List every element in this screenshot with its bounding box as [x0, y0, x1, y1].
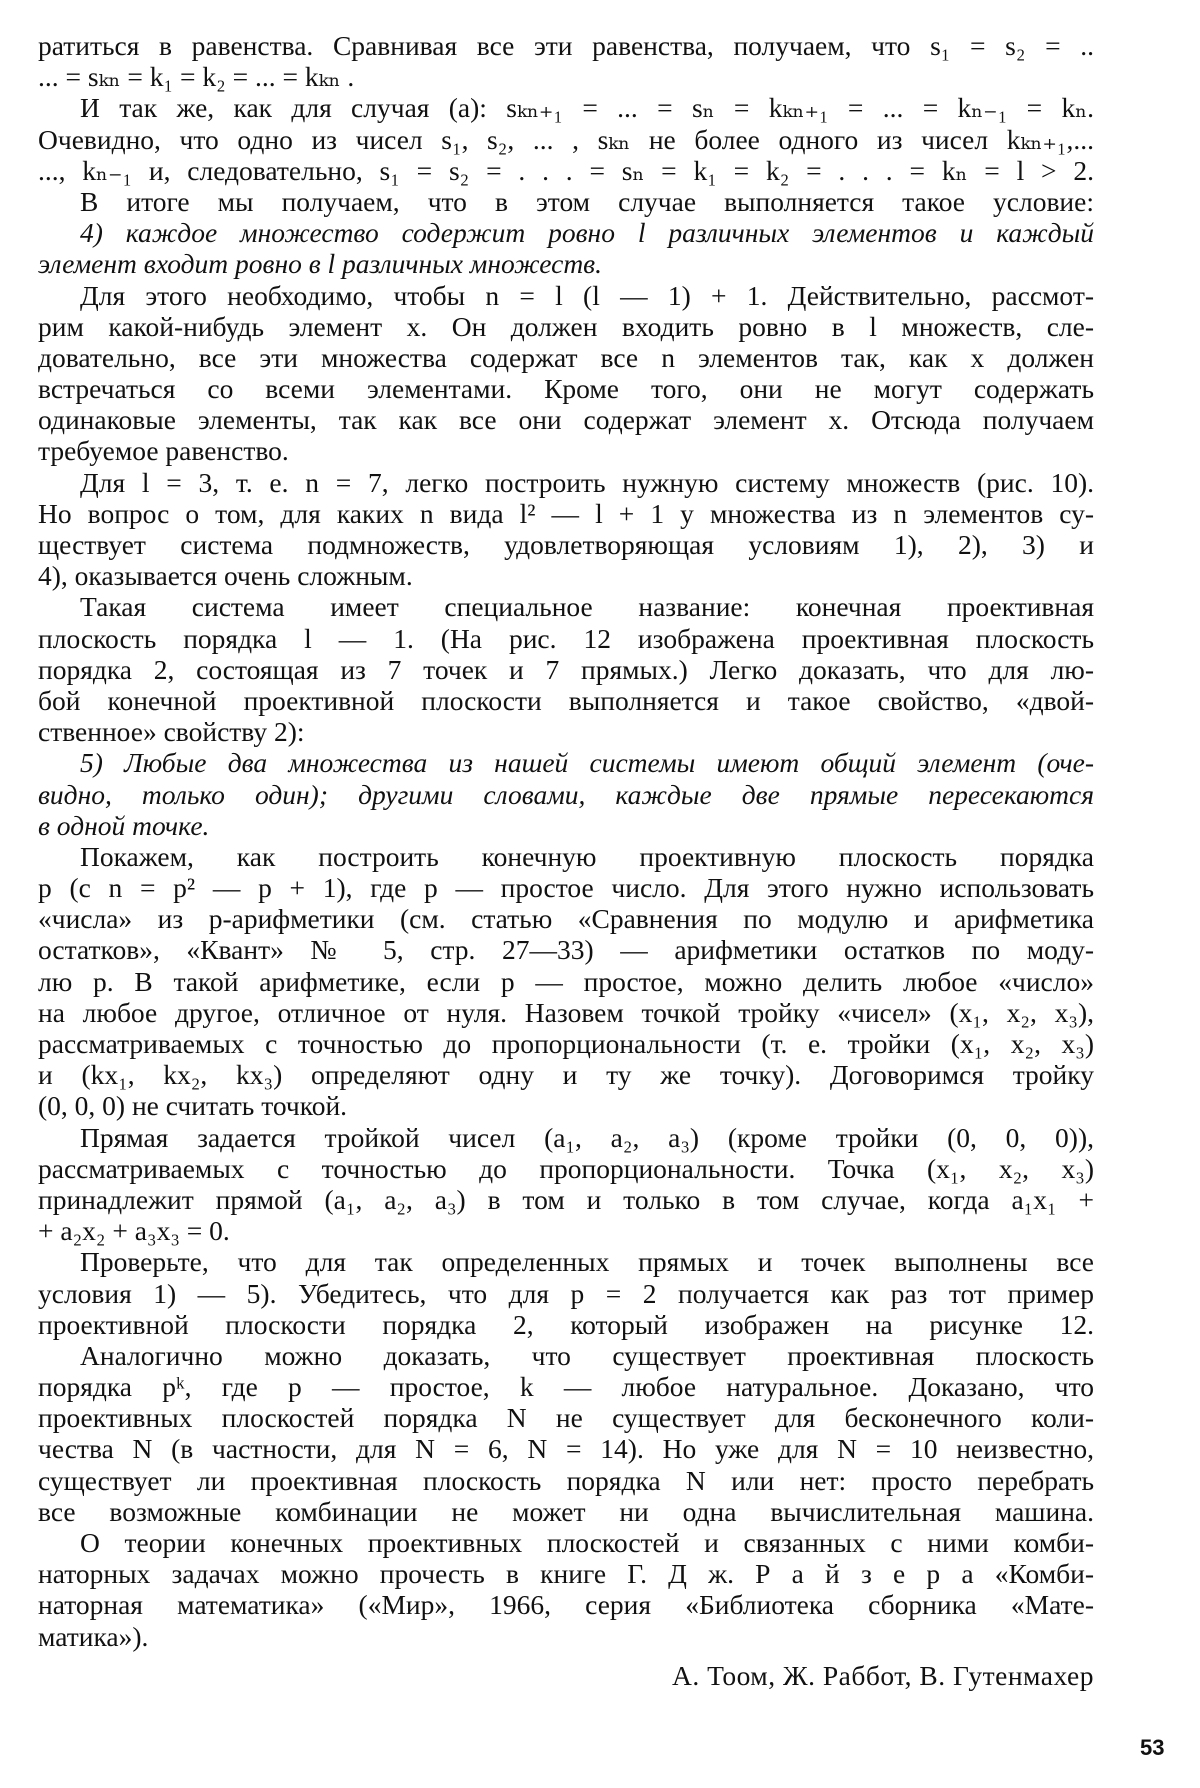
text-line: одинаковые элементы, так как все они содержат элемент x. Отсюда получаем — [38, 404, 1094, 436]
text-line: довательно, все эти множества содержат все n элементов так, как x должен — [38, 341, 1094, 373]
text-line: Покажем, как построить конечную проективную плоскость порядка — [80, 840, 1094, 872]
text-line: лю p. В такой арифметике, если p — простое, можно делить любое «число» — [38, 965, 1094, 997]
text-line: + a₂x₂ + a₃x₃ = 0. — [38, 1215, 230, 1247]
text-line: Очевидно, что одно из чисел s₁, s₂, ... , sₖₙ не более одного из чисел kₖₙ₊₁,... — [38, 123, 1094, 155]
text-line: «числа» из p-арифметики (см. статью «Сравнения по модулю и арифметика — [38, 903, 1094, 935]
text-line: Прямая задается тройкой чисел (a₁, a₂, a₃) (кроме тройки (0, 0, 0)), — [80, 1121, 1094, 1153]
text-line: О теории конечных проективных плоскостей и связанных с ними комби- — [80, 1527, 1094, 1558]
text-line: Но вопрос о том, для каких n вида l² — l + 1 у множества из n элементов су- — [38, 497, 1094, 529]
text-line: порядка pᵏ, где p — простое, k — любое натуральное. Доказано, что — [38, 1371, 1094, 1403]
text-line: Аналогично можно доказать, что существует проективная плоскость — [80, 1339, 1094, 1371]
text-line: чества N (в частности, для N = 6, N = 14). Но уже для N = 10 неизвестно, — [38, 1433, 1094, 1465]
text-line: на любое другое, отличное от нуля. Назовем точкой тройку «чисел» (x₁, x₂, x₃), — [38, 996, 1094, 1028]
text-line: матика»). — [38, 1620, 149, 1652]
text-line: В итоге мы получаем, что в этом случае выполняется такое условие: — [80, 185, 1094, 217]
text-line: Проверьте, что для так определенных прямых и точек выполнены все — [80, 1246, 1094, 1278]
text-line: остатков», «Квант» № 5, стр. 27—33) — арифметики остатков по моду- — [38, 934, 1094, 966]
text-line: 5) Любые два множества из нашей системы имеют общий элемент (оче- — [80, 747, 1094, 779]
text-line: рим какой-нибудь элемент x. Он должен входить ровно в l множеств, сле- — [38, 310, 1094, 342]
text-line: наторных задачах можно прочесть в книге Г. Д ж. Р а й з е р а «Комби- — [38, 1558, 1094, 1590]
text-line: ществует система подмножеств, удовлетворяющая условиям 1), 2), 3) и — [38, 529, 1094, 560]
text-line: проективной плоскости порядка 2, который изображен на рисунке 12. — [38, 1308, 1094, 1340]
text-line: и (kx₁, kx₂, kx₃) определяют одну и ту же точку). Договоримся тройку — [38, 1059, 1094, 1091]
text-line: (0, 0, 0) не считать точкой. — [38, 1090, 348, 1122]
text-line: плоскость порядка l — 1. (На рис. 12 изображена проективная плоскость — [38, 622, 1094, 654]
text-line: все возможные комбинации не может ни одна вычислительная машина. — [38, 1495, 1094, 1527]
text-line: встречаться со всеми элементами. Кроме того, они не могут содержать — [38, 373, 1094, 405]
text-line: 4), оказывается очень сложным. — [38, 560, 413, 592]
text-line: Такая система имеет специальное название: конечная проективная — [80, 591, 1094, 623]
text-line: ..., kₙ₋₁ и, следовательно, s₁ = s₂ = . . . = sₙ = k₁ = k₂ = . . . = kₙ = l > 2. — [38, 154, 1094, 186]
text-line: элемент входит ровно в l различных множеств. — [38, 248, 602, 280]
text-line: существует ли проективная плоскость порядка N или нет: просто перебрать — [38, 1464, 1094, 1496]
text-line: ратиться в равенства. Сравнивая все эти равенства, получаем, что s₁ = s₂ = .. — [38, 30, 1094, 61]
text-line: ственное» свойству 2): — [38, 716, 305, 748]
text-line: Для этого необходимо, чтобы n = l (l — 1) + 1. Действительно, рассмот- — [80, 279, 1094, 311]
text-line: рассматриваемых с точностью до пропорциональности. Точка (x₁, x₂, x₃) — [38, 1152, 1094, 1184]
text-line: в одной точке. — [38, 809, 210, 841]
text-line: наторная математика» («Мир», 1966, серия «Библиотека сборника «Мате- — [38, 1589, 1094, 1621]
text-lines — [38, 30, 1094, 1652]
text-line: 4) каждое множество содержит ровно l различных элементов и каждый — [80, 217, 1094, 249]
page-number: 53 — [1140, 1735, 1165, 1760]
text-line: условия 1) — 5). Убедитесь, что для p = 2 получается как раз тот пример — [38, 1277, 1094, 1309]
text-line: p (с n = p² — p + 1), где p — простое число. Для этого нужно использовать — [38, 872, 1094, 904]
text-line: И так же, как для случая (а): sₖₙ₊₁ = ... = sₙ = kₖₙ₊₁ = ... = kₙ₋₁ = kₙ. — [80, 92, 1094, 124]
text-line: Для l = 3, т. е. n = 7, легко построить нужную систему множеств (рис. 10). — [80, 466, 1094, 498]
text-line: проективных плоскостей порядка N не существует для бесконечного коли- — [38, 1402, 1094, 1434]
text-line: требуемое равенство. — [38, 435, 289, 467]
page-text — [38, 30, 1094, 1692]
text-line: порядка 2, состоящая из 7 точек и 7 прямых.) Легко доказать, что для лю- — [38, 653, 1094, 685]
text-line: принадлежит прямой (a₁, a₂, a₃) в том и только в том случае, когда a₁x₁ + — [38, 1183, 1094, 1215]
text-line: бой конечной проективной плоскости выполняется и такое свойство, «двой- — [38, 684, 1094, 716]
text-line: рассматриваемых с точностью до пропорциональности (т. е. тройки (x₁, x₂, x₃) — [38, 1028, 1094, 1059]
text-line: ... = sₖₙ = k₁ = k₂ = ... = kₖₙ . — [38, 61, 355, 93]
text-line: видно, только один); другими словами, каждые две прямые пересекаются — [38, 778, 1094, 810]
author-signature: А. Тоом, Ж. Раббот, В. Гутенмахер — [671, 1660, 1094, 1692]
